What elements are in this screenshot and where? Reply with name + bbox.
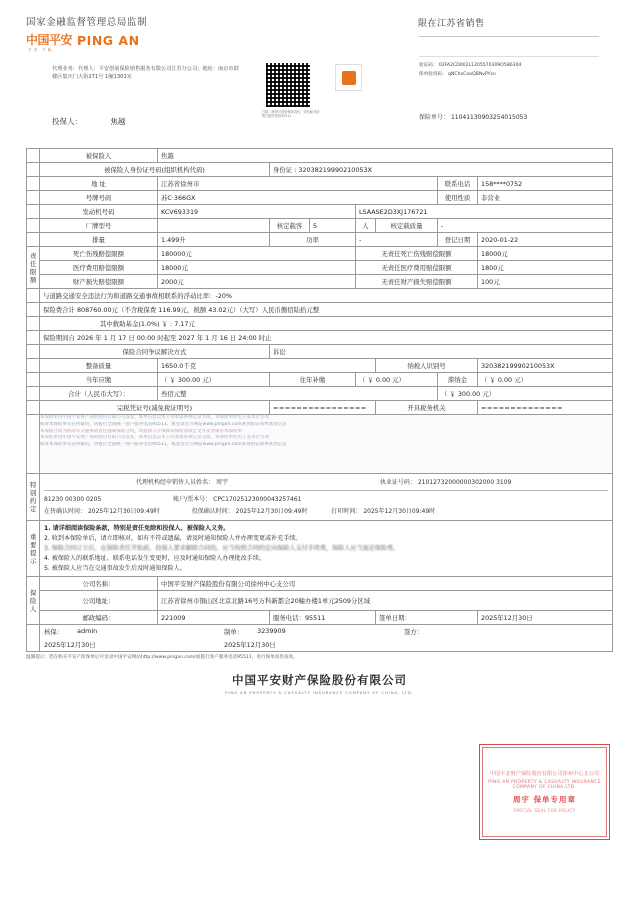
license-value: 21012732000000302000 3109 [417, 479, 512, 486]
load-value: - [438, 219, 613, 233]
confirm-time-label: 投保确认时间： [191, 507, 234, 515]
usage-value: 非营业 [478, 191, 613, 205]
table-row [27, 163, 613, 177]
brand-subtitle: 平安 产险 [28, 48, 54, 52]
reg-date-value: 2020-01-22 [478, 233, 613, 247]
brand-logo [26, 31, 613, 48]
previous-tax-value: （ ￥ 0.00 元） [356, 373, 438, 387]
notice-item-2: 2. 收到本保险单后，请立即核对，如有不符或遗漏，请及时通知保险人并办理变更或补充手续。 [44, 535, 302, 543]
address-label: 地 址 [40, 177, 158, 191]
death-limit-noresp-label: 无责任死亡伤残赔偿限额 [356, 247, 478, 261]
medical-limit-label: 医疗费用赔偿限额 [40, 261, 158, 275]
invoice-label: 帐户/票本号： [173, 496, 212, 504]
phone-label: 联系电话 [438, 177, 478, 191]
notice-item-4: 4. 被保险人的联系地址、联系电话发生变更时，应及时通知保险人办理批改手续。 [44, 554, 266, 562]
issue-time-label: 打印时间： [331, 507, 362, 515]
confirm-time-value: 2025年12月30日09:49时 [235, 507, 308, 515]
mass-value: 1650.0千克 [158, 359, 376, 373]
insured-name-label: 被保险人 [40, 149, 158, 163]
float-rate-note: 与道路交通安全违法行为和道路交通事故相联系的浮动比率：-20% [40, 289, 613, 303]
premium-total-line: 保险费合计 808760.00元（不含税保费 116.99元，税额 43.02元）（大写）人民币捌佰陆拾元整 [40, 303, 613, 317]
watermark-line-3: 本保险合同为机动车交通事故责任强制保险合同，请投保人仔细阅读保险条款全文并妥善保管本保险单 [40, 428, 243, 434]
table-row [27, 577, 613, 591]
watermark-line-4: 本保险单由中国平安财产保险股份有限公司签发，保单信息以本公司承保系统记录为准，本保险单经电子签章后生效 [40, 435, 270, 441]
table-row [27, 591, 613, 611]
policy-no-label: 保险单号： [419, 114, 450, 121]
maker-label: 制单： [224, 628, 244, 637]
property-limit-value: 2000元 [158, 275, 356, 289]
insured-name-value: 焦越 [158, 149, 613, 163]
address-value: 江苏省徐州市 [158, 177, 438, 191]
taxpayer-value: 32038219990210053X [478, 359, 613, 373]
sale-area-label: 限在江苏省销售 [418, 19, 485, 29]
watermark-band [40, 415, 612, 473]
seal-title: 保单专用章 [533, 794, 577, 804]
brand-model-label: 厂牌型号 [40, 219, 158, 233]
brand-model-value [158, 219, 270, 233]
table-row [27, 373, 613, 387]
property-limit-label: 财产损失赔偿限额 [40, 275, 158, 289]
table-row [27, 191, 613, 205]
id-number: 32038219990210053X [298, 166, 372, 174]
table-row [27, 345, 613, 359]
watermark-line-5: 如对本保险单有任何疑问，请拨打全国统一客户服务电话95511，或登录官方网站www.pingan.com查询验证保单真伪信息 [40, 442, 287, 448]
seal-company-en: PING AN PROPERTY & CASUALTY INSURANCE COMPANY OF CHINA,LTD. [488, 779, 601, 790]
notice-cell [40, 521, 613, 577]
important-notice-block [40, 521, 612, 576]
checker-value: admin [77, 627, 98, 636]
displacement-label: 排量 [40, 233, 158, 247]
medical-limit-value: 18000元 [158, 261, 356, 275]
signature-row [40, 625, 612, 638]
current-tax-label: 当年应缴 [40, 373, 158, 387]
plate-label: 号牌号码 [40, 191, 158, 205]
tax-cert-value: ================ [270, 401, 376, 415]
verify-code-value: 02FA2CD002L1205570309O586304 [438, 63, 522, 68]
tax-cert-label: 完税凭证号(减免税证明号) [40, 401, 270, 415]
sign-date-label: 签单日期： [376, 611, 478, 625]
displacement-value: 1.499升 [158, 233, 270, 247]
footer-logo [26, 672, 613, 695]
footer-company-en: PING AN PROPERTY & CASUALTY INSURANCE COMPANY OF CHINA, LTD. [225, 690, 414, 696]
table-row [27, 247, 613, 261]
watermark-line-2: 如对本保险单有任何疑问，请拨打全国统一客户服务电话95511，或登录官方网站www.pingan.com查询验证保单真伪信息 [40, 421, 287, 427]
table-row [27, 233, 613, 247]
company-name-value: 中国平安财产保险股份有限公司徐州中心支公司 [158, 577, 613, 591]
insured-id-label: 被保险人身份证号码(组织机构代码) [40, 163, 270, 177]
regulator-line: 国家金融监督管理总局监制 [26, 17, 148, 28]
footer-note: 温馨提示：您在购买平安产险保单后可登录中国平安网站http://www.pingan.com/或拨打客户服务电话95511，进行保单真伪查询。 [26, 655, 298, 661]
sign-time-value: 2025年12月30日09:49时 [87, 507, 160, 515]
death-limit-value: 180000元 [158, 247, 356, 261]
insured-id-value: 身份证 : 32038219990210053X [270, 163, 613, 177]
seal-signer: 周宇 [512, 794, 530, 804]
postcode-label: 邮政编码： [40, 611, 158, 625]
tax-sum-text: 叁佰元整 [158, 387, 438, 401]
orange-stamp-icon [335, 64, 362, 91]
seal-main-text [513, 794, 576, 805]
notice-item-3: 3. 保险合同订立后，在保险责任开始前，投保人要求解除合同的，应当按照合同约定向保险人支付手续费，保险人应当退还保险费。 [44, 544, 400, 552]
policy-verify-label: 保单验真码： [419, 71, 447, 77]
medical-limit-noresp-value: 1800元 [478, 261, 613, 275]
property-limit-noresp-value: 100元 [478, 275, 613, 289]
load-label: 核定载质量 [376, 219, 438, 233]
qr-code-icon [266, 63, 310, 107]
usage-label: 使用性质 [438, 191, 478, 205]
engine-value: KCV693319 [158, 205, 356, 219]
maker-date: 2025年12月30日 [224, 641, 276, 650]
property-limit-noresp-label: 无责任财产损失赔偿限额 [356, 275, 478, 289]
checker-date: 2025年12月30日 [44, 641, 96, 650]
policyholder-row [52, 116, 125, 127]
checker-label: 核保： [44, 628, 64, 637]
policy-table [26, 148, 613, 652]
table-row [27, 219, 613, 233]
death-limit-noresp-value: 18000元 [478, 247, 613, 261]
power-label: 功率 [270, 233, 356, 247]
table-row [27, 317, 613, 331]
table-row [27, 261, 613, 275]
brand-name-cn: 中国平安 [26, 33, 73, 47]
taxpayer-label: 纳税人识别号 [376, 359, 478, 373]
tax-sum-label: 合计（人民币大写）： [40, 387, 158, 401]
special-agreement-block [40, 474, 612, 520]
table-row [27, 359, 613, 373]
mass-label: 整备质量 [40, 359, 158, 373]
verify-code-label: 验证码： [419, 63, 438, 68]
watermark-line-1: 本保险单由中国平安财产保险股份有限公司签发，保单信息以本公司承保系统记录为准，本保险单经电子签章后生效 [40, 415, 270, 420]
agent-info-block: 代理业务：代理人：平安创展保险销售服务有限公司江苏分公司；地址：南京市鼓楼区集庆门大街271号 1幢1301室 [52, 66, 239, 80]
power-value: - [356, 233, 438, 247]
license-label: 执业证号码： [379, 479, 416, 486]
engine-label: 发动机号码 [40, 205, 158, 219]
policy-seal-stamp [479, 744, 610, 840]
medical-limit-noresp-label: 无责任医疗费用赔偿限额 [356, 261, 478, 275]
agent-sales-row [44, 477, 608, 488]
seal-inner [482, 747, 607, 837]
late-fee-value: （ ￥ 0.00 元） [478, 373, 613, 387]
late-fee-label: 滞纳金 [438, 373, 478, 387]
dispute-value: 诉讼 [270, 345, 613, 359]
special-agreement-cell [40, 474, 613, 521]
company-name-label: 公司名称： [40, 577, 158, 591]
table-row [27, 149, 613, 163]
timestamps-row [44, 506, 608, 517]
table-row [27, 387, 613, 401]
maker-value: 3239909 [257, 627, 286, 636]
table-row [27, 275, 613, 289]
sign-date-value: 2025年12月30日 [478, 611, 613, 625]
table-row [27, 177, 613, 191]
seal-company-text: 中国平安财产保险股份有限公司徐州中心支公司 [489, 771, 600, 778]
table-row [27, 401, 613, 415]
signature-date-row [40, 638, 612, 651]
reg-date-label: 登记日期 [438, 233, 478, 247]
tax-authority-value: ============== [478, 401, 613, 415]
notice-side-label: 重要提示 [27, 521, 40, 577]
qr-note: 扫描二维码可查询保单真伪，如有疑问请拨打服务热线95511 [262, 110, 320, 119]
footer-company-cn: 中国平安财产保险股份有限公司 [232, 673, 407, 688]
seats-label: 核定载客 [270, 219, 310, 233]
company-address-label: 公司地址： [40, 591, 158, 611]
previous-tax-label: 往年补缴 [270, 373, 356, 387]
table-row [27, 611, 613, 625]
table-row [27, 303, 613, 317]
invoice-value: CPC17025123000043257461 [213, 496, 302, 504]
verification-codes [419, 62, 521, 79]
tax-authority-label: 开具税务机关 [376, 401, 478, 415]
death-limit-label: 死亡伤残赔偿限额 [40, 247, 158, 261]
policyholder-label: 投保人： [52, 117, 82, 126]
current-tax-value: （ ￥ 300.00 元） [158, 373, 270, 387]
invoice-row [44, 494, 608, 505]
issuer-label: 签方： [404, 628, 424, 637]
signature-cell [40, 625, 613, 652]
company-address-value: 江苏省徐州市铜山区北京北路16号万科新都会20幢办楼1单元2509分区域 [158, 591, 613, 611]
phone-value: 158****0752 [478, 177, 613, 191]
seal-en-bottom: SPECIAL SEAL FOR POLICY [513, 807, 576, 813]
table-row [27, 625, 613, 652]
table-row [27, 289, 613, 303]
seats-value: 5 [310, 219, 356, 233]
header-divider-1 [419, 36, 599, 37]
postcode-value: 221009 [158, 611, 270, 625]
table-row [27, 415, 613, 474]
table-row [27, 331, 613, 345]
sign-time-label: 在售确认时间： [44, 507, 87, 515]
notice-item-5: 5. 被保险人应当在交通事故发生后及时通知保险人。 [44, 564, 186, 572]
service-phone: 服务电话：95511 [270, 611, 376, 625]
special-side-label: 特别约定 [27, 474, 40, 521]
special-code-value: 81230 00300 0205 [44, 496, 102, 504]
table-row [27, 474, 613, 521]
table-row [27, 521, 613, 577]
dispute-label: 保险合同争议解决方式 [40, 345, 270, 359]
policy-period-line: 保险期间自 2026 年 1 月 17 日 00:00 时起至 2027 年 1 月 16 日 24:00 时止 [40, 331, 613, 345]
header-divider-2 [419, 56, 599, 57]
policyholder-value: 焦越 [110, 117, 126, 126]
policy-verify-value: qNChxCooQBNvPYsn [448, 71, 496, 77]
agent-name-label: 代理机构经申销售人员姓名： [136, 479, 215, 486]
tax-sum-value: （ ￥ 300.00 元） [438, 387, 613, 401]
document-header [26, 0, 613, 148]
brand-name-en: PING AN [77, 33, 140, 48]
issue-time-value: 2025年12月30日09:49时 [363, 507, 436, 515]
insurer-side-label: 保险人 [27, 577, 40, 625]
notice-item-1: 1. 请详细阅读保险条款，特别是责任免除和投保人、被保险人义务。 [44, 525, 230, 533]
seats-unit: 人 [356, 219, 376, 233]
watermark-band-cell [40, 415, 613, 474]
rescue-fund-line: 其中救助基金(1.0%) ￥ : 7.17元 [40, 317, 613, 331]
liability-side-label: 责任限额 [27, 247, 40, 289]
id-type-label: 身份证 [273, 166, 293, 174]
policy-number [419, 112, 527, 121]
policy-no-value: 11041130903254015053 [450, 114, 528, 121]
table-row [27, 205, 613, 219]
agent-name-value: 周宇 [215, 479, 228, 486]
vin-value: LSAASE2D3XJ176721 [356, 205, 613, 219]
plate-value: 苏C·366GX [158, 191, 438, 205]
